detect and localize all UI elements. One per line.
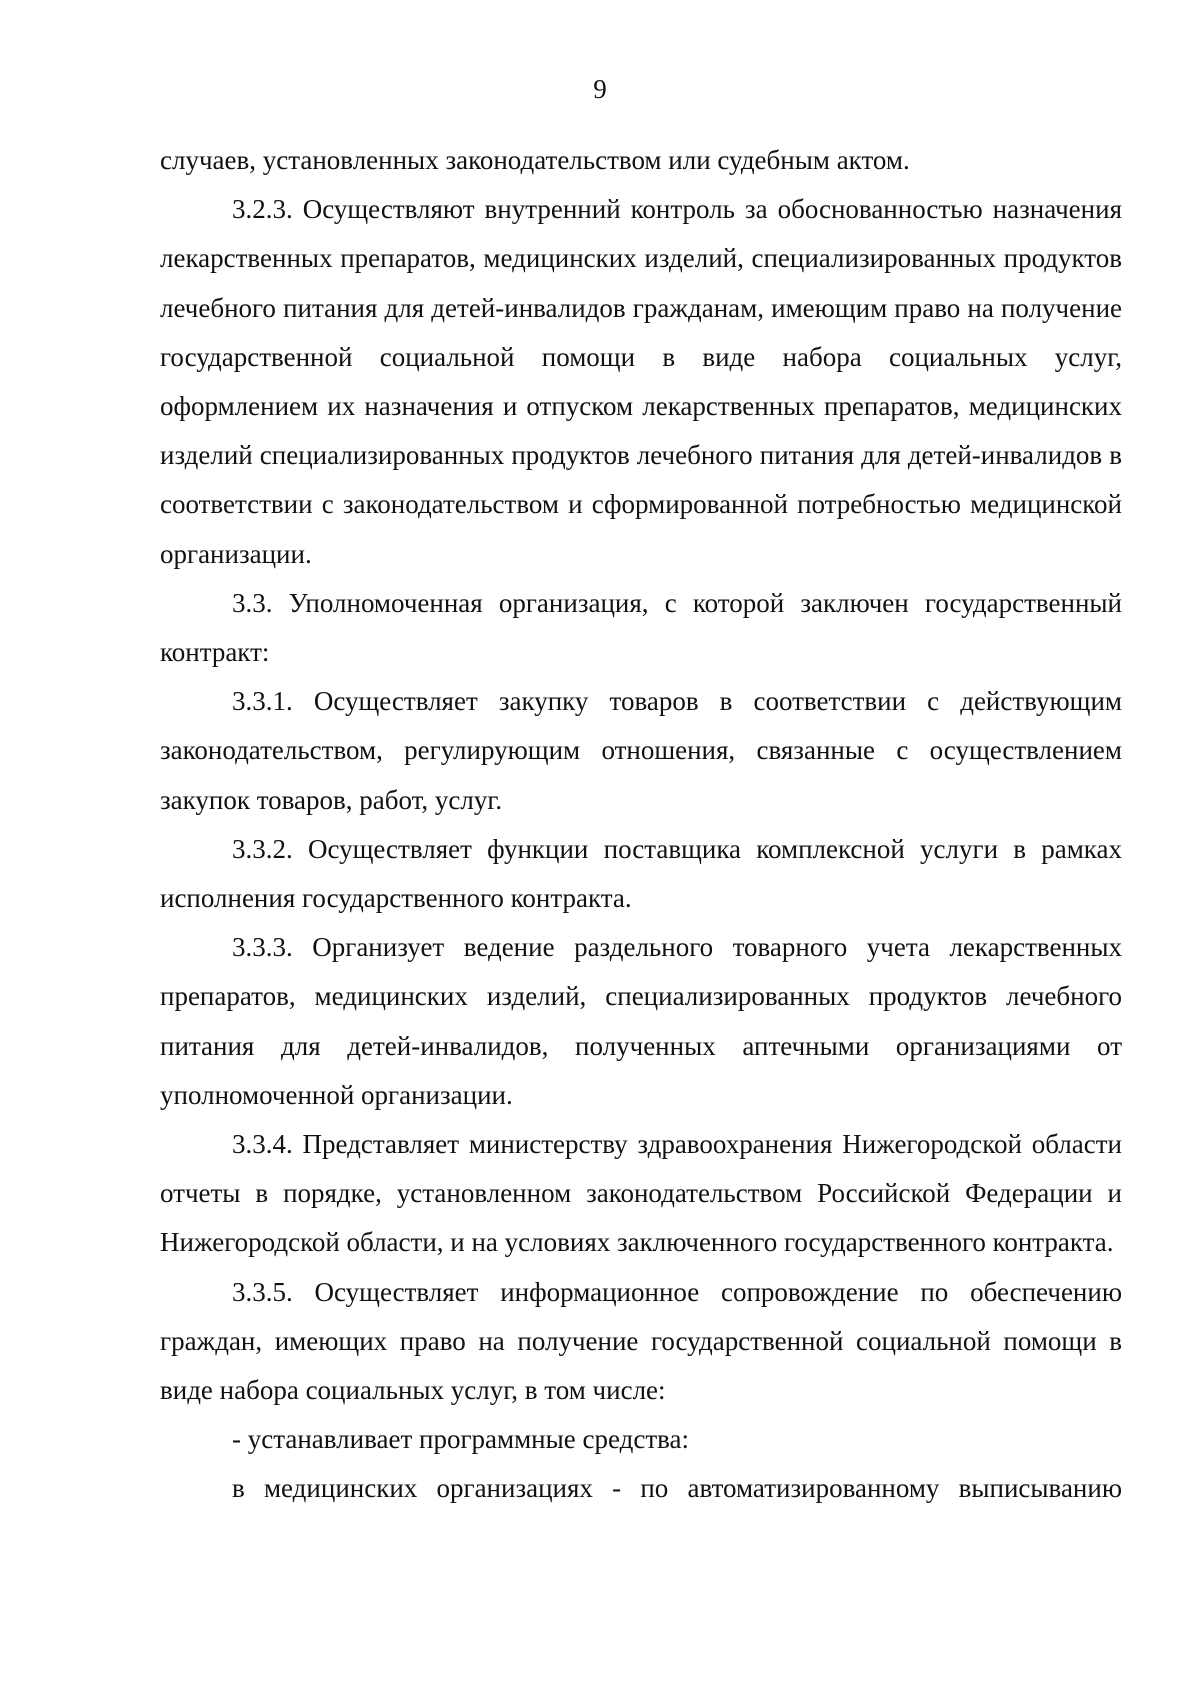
page-number: 9: [593, 74, 607, 104]
paragraph-3-3-3: 3.3.3. Организует ведение раздельного товарного учета лекарственных препаратов, медицинских изделий, специализированных продуктов лечебного питания для детей-инвалидов, полученных аптечными организациями от уполномоченной организации.: [160, 932, 1122, 1110]
paragraph-3-3-1: 3.3.1. Осуществляет закупку товаров в соответствии с действующим законодательством, регулирующим отношения, связанные с осуществлением закупок товаров, работ, услуг.: [160, 686, 1122, 815]
paragraph-medical-organizations: в медицинских организациях - по автоматизированному выписыванию: [232, 1473, 1122, 1504]
paragraph-3-3: 3.3. Уполномоченная организация, с которой заключен государственный контракт:: [160, 587, 1122, 668]
paragraph-3-3-4: 3.3.4. Представляет министерству здравоохранения Нижегородской области отчеты в порядке, установленном законодательством Российской Федерации и Нижегородской области, и на условиях заключенного государственного контракта.: [160, 1129, 1122, 1258]
paragraph-continuation: случаев, установленных законодательством или судебным актом.: [160, 145, 910, 175]
list-item-software: - устанавливает программные средства:: [232, 1424, 690, 1455]
paragraph-3-3-5: 3.3.5. Осуществляет информационное сопровождение по обеспечению граждан, имеющих право на получение государственной социальной помощи в виде набора социальных услуг, в том числе:: [160, 1276, 1122, 1406]
document-body: [160, 136, 1122, 1514]
paragraph-3-2-3: 3.2.3. Осуществляют внутренний контроль за обоснованностью назначения лекарственных препаратов, медицинских изделий, специализированных продуктов лечебного питания для детей-инвалидов гражданам, имеющим право на получение государственной социальной помощи в виде набора социальных услуг, оформлением их назначения и отпуском лекарственных препаратов, медицинских изделий специализированных продуктов лечебного питания для детей-инвалидов в соответствии с законодательством и сформированной потребностью медицинской организации.: [160, 194, 1122, 569]
paragraph-3-3-2: 3.3.2. Осуществляет функции поставщика комплексной услуги в рамках исполнения государственного контракта.: [160, 833, 1122, 914]
